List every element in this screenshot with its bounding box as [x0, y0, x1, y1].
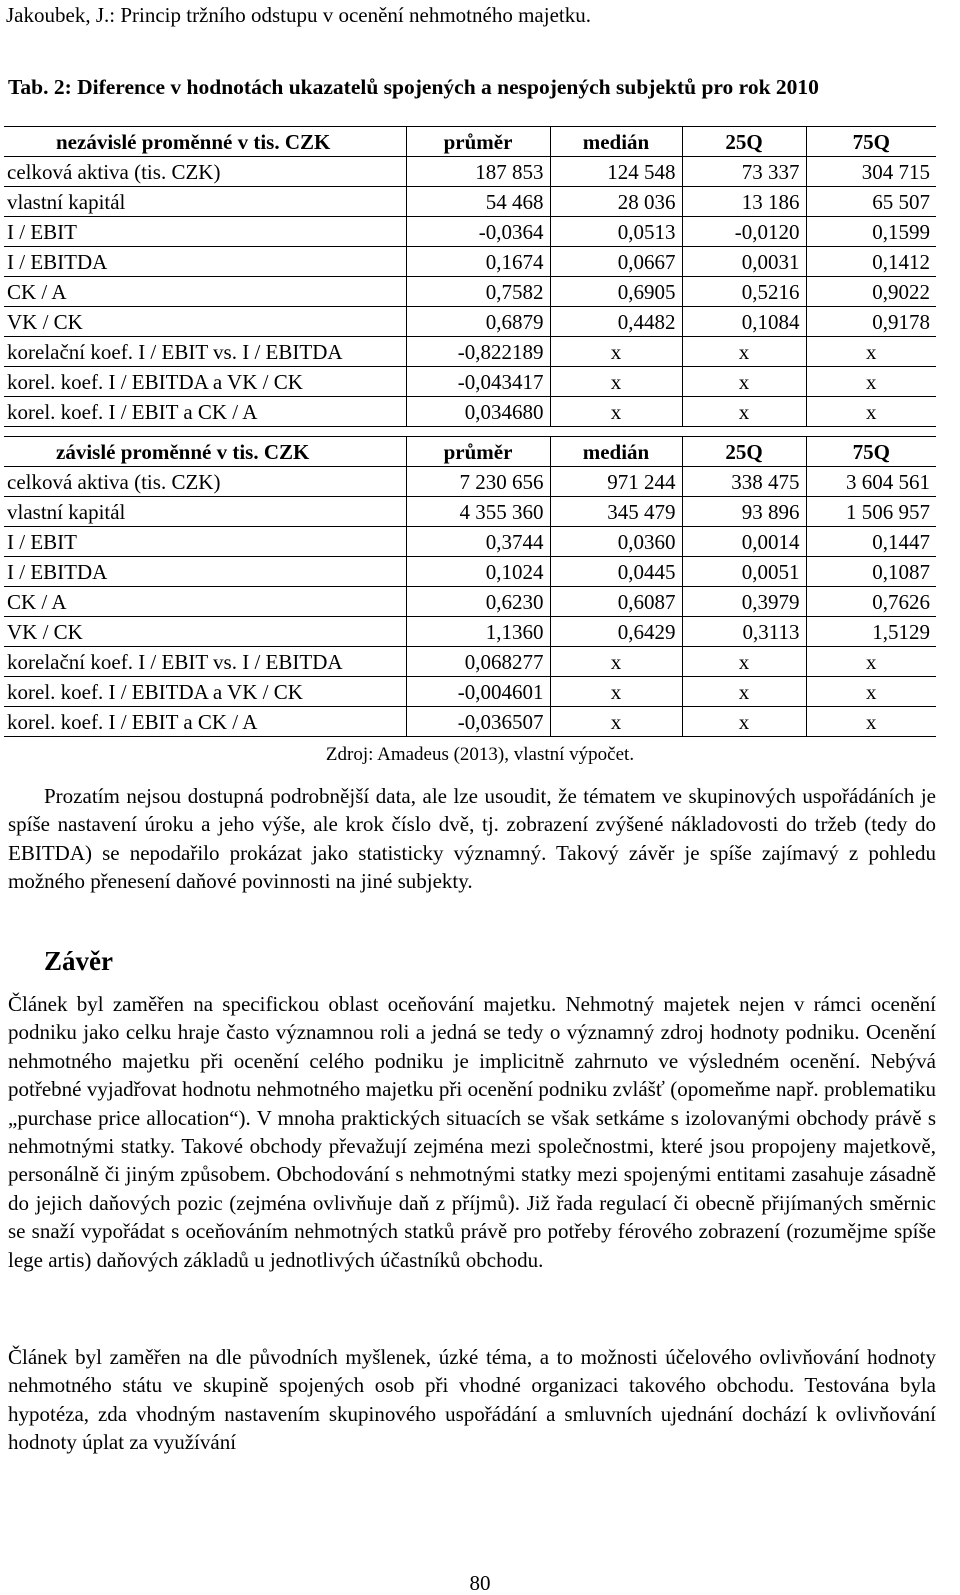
- table-cell: 93 896: [682, 497, 806, 527]
- table-cell: x: [806, 367, 936, 397]
- table-cell: 0,0667: [550, 247, 682, 277]
- table-row-label: celková aktiva (tis. CZK): [4, 157, 406, 187]
- table-cell: 0,3113: [682, 617, 806, 647]
- table-row-label: korel. koef. I / EBIT a CK / A: [4, 707, 406, 737]
- paragraph-intro: [8, 782, 936, 896]
- table-row: [4, 617, 936, 647]
- table-cell: 1 506 957: [806, 497, 936, 527]
- table-cell: 971 244: [550, 467, 682, 497]
- table-cell: 0,1674: [406, 247, 550, 277]
- table-row: [4, 587, 936, 617]
- table-cell: 0,0051: [682, 557, 806, 587]
- table-cell: x: [682, 367, 806, 397]
- table-source-note: Zdroj: Amadeus (2013), vlastní výpočet.: [325, 744, 635, 765]
- table-row: [4, 647, 936, 677]
- table-header-cell: 75Q: [806, 127, 936, 157]
- table-cell: x: [550, 677, 682, 707]
- table-cell: 0,9022: [806, 277, 936, 307]
- table-cell: 187 853: [406, 157, 550, 187]
- table-independent-variables: [4, 126, 936, 427]
- table-cell: x: [806, 647, 936, 677]
- table-cell: -0,043417: [406, 367, 550, 397]
- table-cell: 0,0445: [550, 557, 682, 587]
- table-row-label: CK / A: [4, 277, 406, 307]
- table-cell: 4 355 360: [406, 497, 550, 527]
- table-row-label: vlastní kapitál: [4, 497, 406, 527]
- table-header-row: [4, 127, 936, 157]
- table-row-label: CK / A: [4, 587, 406, 617]
- table-row: [4, 187, 936, 217]
- table-cell: -0,036507: [406, 707, 550, 737]
- table-row: [4, 497, 936, 527]
- table-cell: x: [682, 647, 806, 677]
- table-cell: 0,6087: [550, 587, 682, 617]
- table-row-label: I / EBITDA: [4, 247, 406, 277]
- table-row-label: VK / CK: [4, 307, 406, 337]
- table-row: [4, 367, 936, 397]
- table-cell: 0,1024: [406, 557, 550, 587]
- table-row-label: I / EBIT: [4, 527, 406, 557]
- table-row-label: korelační koef. I / EBIT vs. I / EBITDA: [4, 337, 406, 367]
- table-cell: 0,3979: [682, 587, 806, 617]
- table-cell: 0,3744: [406, 527, 550, 557]
- table-cell: x: [550, 337, 682, 367]
- table-cell: x: [806, 707, 936, 737]
- table-header-cell: medián: [550, 127, 682, 157]
- table-cell: x: [682, 337, 806, 367]
- table-cell: -0,822189: [406, 337, 550, 367]
- table-header-cell: 25Q: [682, 127, 806, 157]
- table-row-label: I / EBIT: [4, 217, 406, 247]
- table-cell: x: [806, 397, 936, 427]
- table-cell: 0,6429: [550, 617, 682, 647]
- table-cell: 0,1447: [806, 527, 936, 557]
- page-number: 80: [469, 1571, 491, 1595]
- section-heading: Závěr: [44, 946, 113, 976]
- table-row-label: korel. koef. I / EBITDA a VK / CK: [4, 677, 406, 707]
- table-dependent-variables: [4, 436, 936, 737]
- table-cell: x: [682, 677, 806, 707]
- table-header-cell: medián: [550, 437, 682, 467]
- table-cell: 3 604 561: [806, 467, 936, 497]
- table-cell: 73 337: [682, 157, 806, 187]
- paragraph-intro-text: Prozatím nejsou dostupná podrobnější data, ale lze usoudit, že tématem ve skupinových uspořádáních je spíše nastavení úroku a jeho výše, ale krok číslo dvě, tj. zobrazení zvýšené nákladovosti do tržeb (tedy do EBITDA) se nepodařilo prokázat jako statisticky významný. Takový závěr je spíše zajímavý z pohledu možného přenesení daňové povinnosti na jiné subjekty.: [8, 784, 936, 894]
- table-cell: -0,0364: [406, 217, 550, 247]
- table-row: [4, 337, 936, 367]
- table-cell: x: [550, 397, 682, 427]
- table-header-cell: 75Q: [806, 437, 936, 467]
- paragraph-conclusion-2: Článek byl zaměřen na dle původních myšlenek, úzké téma, a to možnosti účelového ovlivňování hodnoty nehmotného státu ve skupině spojených osob při vhodné organizaci takového obchodu. Testována byla hypotéza, zda vhodným nastavením skupinového uspořádání a smluvních ujednání dochází k ovlivňování hodnoty úplat za využívání: [8, 1345, 936, 1455]
- table-cell: 345 479: [550, 497, 682, 527]
- table-caption: Tab. 2: Diference v hodnotách ukazatelů spojených a nespojených subjektů pro rok 2010: [8, 75, 819, 99]
- table-cell: 0,0014: [682, 527, 806, 557]
- table-row: [4, 397, 936, 427]
- table-cell: 0,7582: [406, 277, 550, 307]
- table-cell: 0,1599: [806, 217, 936, 247]
- table-cell: 1,1360: [406, 617, 550, 647]
- table-cell: x: [550, 707, 682, 737]
- table-header-cell: průměr: [406, 437, 550, 467]
- table-row-label: korelační koef. I / EBIT vs. I / EBITDA: [4, 647, 406, 677]
- table-cell: 54 468: [406, 187, 550, 217]
- table-row: [4, 157, 936, 187]
- table-row: [4, 527, 936, 557]
- table-row: [4, 247, 936, 277]
- table-cell: 28 036: [550, 187, 682, 217]
- table-cell: 124 548: [550, 157, 682, 187]
- table-cell: 0,6905: [550, 277, 682, 307]
- table-cell: 0,5216: [682, 277, 806, 307]
- table-cell: -0,004601: [406, 677, 550, 707]
- table-header-cell: nezávislé proměnné v tis. CZK: [4, 127, 406, 157]
- table-cell: x: [806, 337, 936, 367]
- table-cell: x: [806, 677, 936, 707]
- table-row-label: korel. koef. I / EBITDA a VK / CK: [4, 367, 406, 397]
- table-cell: 0,1412: [806, 247, 936, 277]
- table-header-cell: průměr: [406, 127, 550, 157]
- table-cell: -0,0120: [682, 217, 806, 247]
- table-row: [4, 707, 936, 737]
- table-cell: 0,7626: [806, 587, 936, 617]
- table-row-label: korel. koef. I / EBIT a CK / A: [4, 397, 406, 427]
- table-cell: 304 715: [806, 157, 936, 187]
- table-cell: x: [682, 707, 806, 737]
- paragraph-conclusion-1: Článek byl zaměřen na specifickou oblast oceňování majetku. Nehmotný majetek nejen v rámci ocenění podniku jako celku hraje často významnou roli a jedná se tedy o významný zdroj hodnoty podniku. Ocenění nehmotného majetku při ocenění celého podniku je implicitně zahrnuto ve výsledném ocenění. Nebývá potřebné vyjadřovat hodnotu nehmotného majetku při ocenění podniku zvlášť (opomeňme např. problematiku „purchase price allocation“). V mnoha praktických situacích se však setkáme s izolovanými obchody právě s nehmotnými statky. Takové obchody převažují zejména mezi společnostmi, které jsou propojeny majetkově, personálně či jiným způsobem. Obchodování s nehmotnými statky mezi spojenými entitami zasahuje zásadně do jejich daňových pozic (zejména ovlivňuje daň z příjmů). Již řada regulací či obecně přijímaných směrnic se snaží vypořádat s oceňováním nehmotných statků právě pro potřeby férového zobrazení (rozumějme spíše lege artis) daňových základů u jednotlivých účastníků obchodu.: [8, 992, 936, 1272]
- table-cell: 0,1087: [806, 557, 936, 587]
- table-row-label: celková aktiva (tis. CZK): [4, 467, 406, 497]
- table-cell: x: [550, 367, 682, 397]
- table-cell: 0,0360: [550, 527, 682, 557]
- table-header-cell: 25Q: [682, 437, 806, 467]
- table-cell: 338 475: [682, 467, 806, 497]
- table-cell: 0,1084: [682, 307, 806, 337]
- table-cell: 0,068277: [406, 647, 550, 677]
- table-row-label: vlastní kapitál: [4, 187, 406, 217]
- table-header-row: [4, 437, 936, 467]
- table-row: [4, 217, 936, 247]
- table-cell: 0,0513: [550, 217, 682, 247]
- table-cell: x: [550, 647, 682, 677]
- table-cell: 0,9178: [806, 307, 936, 337]
- table-cell: x: [682, 397, 806, 427]
- table-row: [4, 677, 936, 707]
- table-cell: 0,6230: [406, 587, 550, 617]
- table-row: [4, 307, 936, 337]
- running-head: Jakoubek, J.: Princip tržního odstupu v ocenění nehmotného majetku.: [6, 3, 591, 27]
- table-cell: 0,034680: [406, 397, 550, 427]
- table-cell: 0,6879: [406, 307, 550, 337]
- table-header-cell: závislé proměnné v tis. CZK: [4, 437, 406, 467]
- table-row: [4, 557, 936, 587]
- table-cell: 1,5129: [806, 617, 936, 647]
- table-cell: 13 186: [682, 187, 806, 217]
- table-row: [4, 467, 936, 497]
- table-row-label: I / EBITDA: [4, 557, 406, 587]
- table-row-label: VK / CK: [4, 617, 406, 647]
- table-cell: 0,0031: [682, 247, 806, 277]
- table-row: [4, 277, 936, 307]
- table-cell: 7 230 656: [406, 467, 550, 497]
- table-cell: 65 507: [806, 187, 936, 217]
- table-cell: 0,4482: [550, 307, 682, 337]
